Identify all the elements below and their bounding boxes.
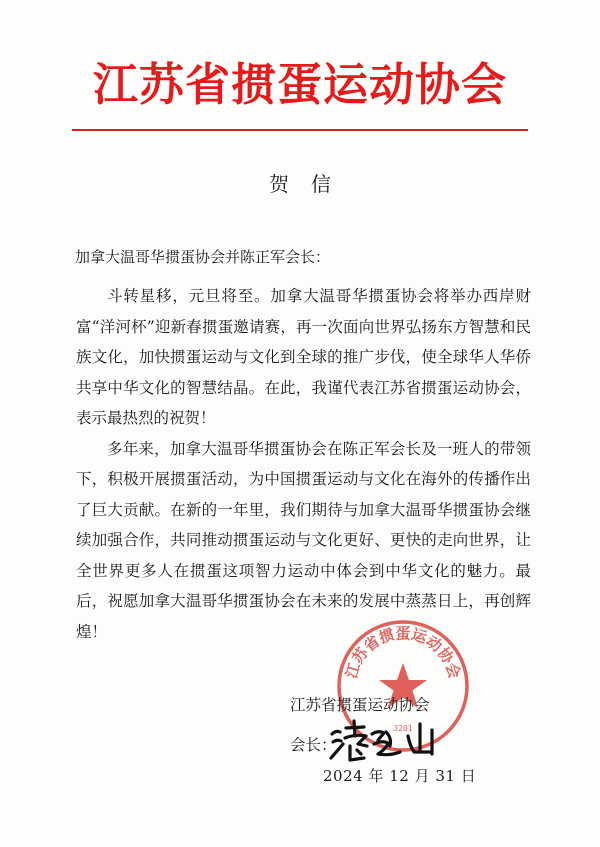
document-title: 贺信 xyxy=(269,172,353,196)
body-paragraph: 多年来，加拿大温哥华掼蛋协会在陈正军会长及一班人的带领下，积极开展掼蛋活动，为中国掼蛋运动与文化在海外的传播作出了巨大贡献。在新的一年里，我们期待与加拿大温哥华掼蛋协会继续加强合作，共同推动掼蛋运动与文化更好、更快的走向世界，让全世界更多人在掼蛋这项智力运动中体会到中华文化的魅力。最后，祝愿加拿大温哥华掼蛋协会在未来的发展中蒸蒸日上，再创辉煌！ xyxy=(76,439,531,641)
body-paragraph: 斗转星移，元旦将至。加拿大温哥华掼蛋协会将举办西岸财富“洋河杯”迎新春掼蛋邀请赛，再一次面向世界弘扬东方智慧和民族文化，加快掼蛋运动与文化到全球的推广步伐，使全球华人华侨共享中华文化的智慧结晶。在此，我谨代表江苏省掼蛋运动协会，表示最热烈的祝贺！ xyxy=(76,287,531,427)
closing-org: 江苏省掼蛋运动协会 xyxy=(290,696,430,714)
seal-number: 3201 xyxy=(393,724,413,733)
salutation: 加拿大温哥华掼蛋协会并陈正军会长： xyxy=(75,248,331,266)
closing-leader-label: 会长： xyxy=(290,736,337,754)
letterhead-org-name: 江苏省掼蛋运动协会 xyxy=(92,58,507,111)
seal-text: 江苏省掼蛋运动协会 xyxy=(342,624,464,681)
letter-body xyxy=(76,281,531,647)
handwritten-signature xyxy=(328,716,478,766)
closing-date: 2024 年 12 月 31 日 xyxy=(323,767,477,785)
letterhead-divider xyxy=(72,129,528,131)
